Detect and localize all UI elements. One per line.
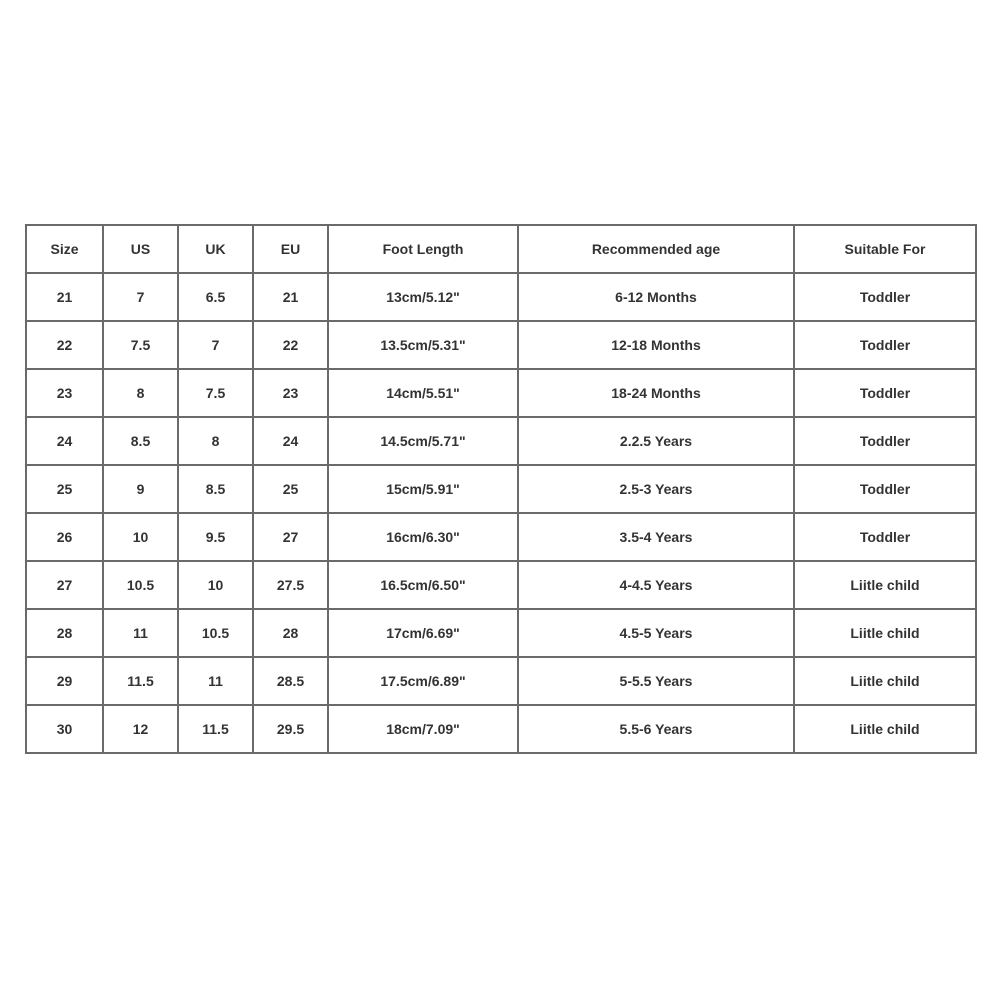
header-foot-length: Foot Length	[328, 225, 518, 273]
cell-foot-length: 15cm/5.91"	[328, 465, 518, 513]
cell-foot-length: 17cm/6.69"	[328, 609, 518, 657]
size-chart-container	[25, 224, 975, 754]
cell-eu: 22	[253, 321, 328, 369]
cell-us: 8.5	[103, 417, 178, 465]
table-row	[26, 705, 976, 753]
cell-size: 23	[26, 369, 103, 417]
header-size: Size	[26, 225, 103, 273]
cell-uk: 10	[178, 561, 253, 609]
cell-size: 28	[26, 609, 103, 657]
cell-recommended-age: 18-24 Months	[518, 369, 794, 417]
cell-us: 11.5	[103, 657, 178, 705]
cell-foot-length: 16.5cm/6.50"	[328, 561, 518, 609]
cell-recommended-age: 2.5-3 Years	[518, 465, 794, 513]
cell-size: 30	[26, 705, 103, 753]
cell-suitable-for: Toddler	[794, 417, 976, 465]
table-row	[26, 321, 976, 369]
table-row	[26, 465, 976, 513]
cell-foot-length: 13cm/5.12"	[328, 273, 518, 321]
cell-eu: 27	[253, 513, 328, 561]
cell-uk: 6.5	[178, 273, 253, 321]
cell-recommended-age: 5.5-6 Years	[518, 705, 794, 753]
cell-eu: 29.5	[253, 705, 328, 753]
cell-us: 9	[103, 465, 178, 513]
cell-suitable-for: Liitle child	[794, 705, 976, 753]
cell-eu: 23	[253, 369, 328, 417]
cell-us: 7.5	[103, 321, 178, 369]
cell-recommended-age: 4.5-5 Years	[518, 609, 794, 657]
table-row	[26, 657, 976, 705]
cell-uk: 9.5	[178, 513, 253, 561]
cell-recommended-age: 4-4.5 Years	[518, 561, 794, 609]
table-row	[26, 369, 976, 417]
cell-us: 7	[103, 273, 178, 321]
cell-us: 12	[103, 705, 178, 753]
cell-uk: 7	[178, 321, 253, 369]
cell-uk: 10.5	[178, 609, 253, 657]
cell-eu: 28	[253, 609, 328, 657]
cell-eu: 27.5	[253, 561, 328, 609]
cell-uk: 8.5	[178, 465, 253, 513]
cell-size: 26	[26, 513, 103, 561]
cell-eu: 25	[253, 465, 328, 513]
header-us: US	[103, 225, 178, 273]
cell-foot-length: 17.5cm/6.89"	[328, 657, 518, 705]
cell-uk: 8	[178, 417, 253, 465]
cell-us: 10	[103, 513, 178, 561]
table-row	[26, 513, 976, 561]
cell-suitable-for: Toddler	[794, 465, 976, 513]
cell-recommended-age: 5-5.5 Years	[518, 657, 794, 705]
cell-eu: 21	[253, 273, 328, 321]
cell-foot-length: 14cm/5.51"	[328, 369, 518, 417]
cell-uk: 7.5	[178, 369, 253, 417]
cell-suitable-for: Toddler	[794, 369, 976, 417]
header-eu: EU	[253, 225, 328, 273]
cell-uk: 11	[178, 657, 253, 705]
cell-foot-length: 13.5cm/5.31"	[328, 321, 518, 369]
table-row	[26, 609, 976, 657]
cell-size: 24	[26, 417, 103, 465]
cell-recommended-age: 3.5-4 Years	[518, 513, 794, 561]
table-row	[26, 417, 976, 465]
header-row	[26, 225, 976, 273]
cell-suitable-for: Toddler	[794, 321, 976, 369]
cell-size: 21	[26, 273, 103, 321]
cell-suitable-for: Liitle child	[794, 609, 976, 657]
cell-size: 22	[26, 321, 103, 369]
cell-us: 11	[103, 609, 178, 657]
cell-size: 27	[26, 561, 103, 609]
cell-uk: 11.5	[178, 705, 253, 753]
cell-suitable-for: Toddler	[794, 273, 976, 321]
cell-eu: 24	[253, 417, 328, 465]
header-recommended-age: Recommended age	[518, 225, 794, 273]
cell-size: 29	[26, 657, 103, 705]
cell-suitable-for: Toddler	[794, 513, 976, 561]
cell-foot-length: 16cm/6.30"	[328, 513, 518, 561]
cell-suitable-for: Liitle child	[794, 657, 976, 705]
cell-size: 25	[26, 465, 103, 513]
cell-eu: 28.5	[253, 657, 328, 705]
cell-recommended-age: 2.2.5 Years	[518, 417, 794, 465]
table-row	[26, 561, 976, 609]
cell-us: 8	[103, 369, 178, 417]
cell-foot-length: 18cm/7.09"	[328, 705, 518, 753]
cell-recommended-age: 6-12 Months	[518, 273, 794, 321]
header-uk: UK	[178, 225, 253, 273]
table-row	[26, 273, 976, 321]
size-chart-table	[25, 224, 977, 754]
cell-us: 10.5	[103, 561, 178, 609]
cell-recommended-age: 12-18 Months	[518, 321, 794, 369]
cell-suitable-for: Liitle child	[794, 561, 976, 609]
cell-foot-length: 14.5cm/5.71"	[328, 417, 518, 465]
header-suitable-for: Suitable For	[794, 225, 976, 273]
